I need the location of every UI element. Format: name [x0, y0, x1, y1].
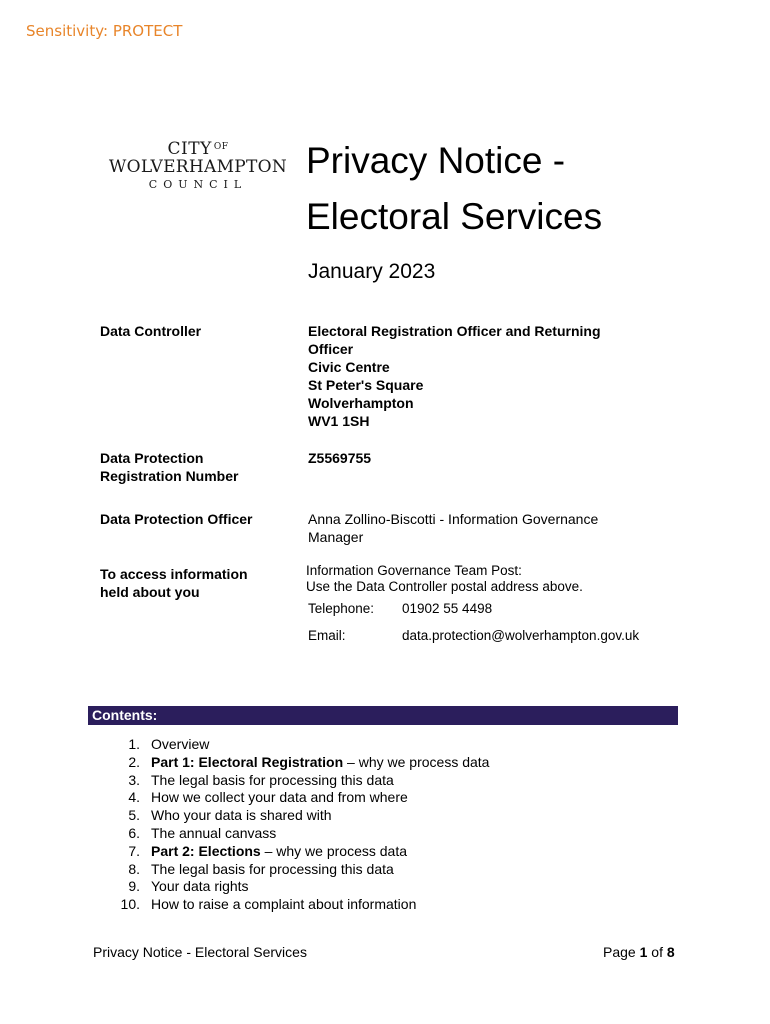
address-line: Civic Centre [308, 359, 390, 375]
toc-item-number: 10. [120, 896, 140, 913]
registration-number-label [100, 449, 238, 485]
dpo-value [308, 510, 598, 546]
toc-item[interactable] [100, 754, 489, 772]
address-line: Electoral Registration Officer and Returning [308, 323, 601, 339]
toc-item-text [151, 896, 416, 914]
logo-of: OF [213, 142, 229, 152]
of-word: of [647, 944, 667, 960]
toc-item-bold: Part 1: Electoral Registration [151, 753, 344, 770]
toc-item-label: How we collect your data and from where [151, 789, 408, 806]
logo-wolverhampton: WOLVERHAMPTON [108, 157, 288, 177]
toc-item-number: 7. [128, 842, 140, 859]
toc-item-text [151, 807, 332, 825]
toc-item-text [151, 878, 249, 896]
toc-item[interactable] [100, 772, 489, 790]
access-post-info [306, 563, 583, 595]
toc-item-text [151, 825, 276, 843]
data-controller-address [308, 322, 601, 430]
toc-item-label: – why we process data [260, 842, 407, 859]
toc-item-text [151, 861, 394, 879]
toc-item-number: 4. [128, 789, 140, 806]
label-line: held about you [100, 584, 200, 600]
toc-item[interactable] [100, 843, 489, 861]
toc-item-bold: Part 2: Elections [151, 842, 261, 859]
toc-item-text [151, 772, 394, 790]
email-label: Email: [308, 628, 346, 643]
toc-item-label: Who your data is shared with [151, 807, 332, 824]
toc-item[interactable] [100, 896, 489, 914]
title-line-1: Privacy Notice - [306, 140, 566, 181]
address-line: Wolverhampton [308, 395, 414, 411]
toc-item[interactable] [100, 878, 489, 896]
toc-item[interactable] [100, 736, 489, 754]
address-line: WV1 1SH [308, 413, 370, 429]
toc-item-text [151, 754, 489, 772]
document-date: January 2023 [308, 260, 436, 283]
logo-council: COUNCIL [148, 178, 248, 191]
toc-item-text [151, 843, 407, 861]
access-label [100, 565, 248, 601]
post-line: Information Governance Team Post: [306, 563, 522, 578]
address-line: Officer [308, 341, 354, 357]
toc-item-number: 9. [128, 878, 140, 895]
sensitivity-label: Sensitivity: PROTECT [26, 22, 183, 40]
email-link[interactable]: data.protection@wolverhampton.gov.uk [402, 628, 640, 643]
toc-item-number: 8. [128, 860, 140, 877]
toc-item-number: 3. [128, 771, 140, 788]
dpo-label: Data Protection Officer [100, 511, 253, 527]
contents-heading: Contents: [88, 706, 678, 725]
toc-item-number: 5. [128, 807, 140, 824]
toc-item-text [151, 736, 209, 754]
toc-item-label: The legal basis for processing this data [151, 771, 394, 788]
label-line: To access information [100, 566, 248, 582]
council-logo [108, 138, 288, 192]
toc-item-label: Overview [151, 736, 210, 752]
data-controller-label: Data Controller [100, 323, 202, 339]
label-line: Registration Number [100, 468, 239, 484]
toc-item[interactable] [100, 807, 489, 825]
toc-item-number: 1. [128, 736, 140, 752]
toc-item-label: The annual canvass [151, 824, 277, 841]
registration-number-value: Z5569755 [308, 450, 372, 466]
table-of-contents [100, 736, 489, 914]
toc-item[interactable] [100, 789, 489, 807]
page-title [306, 133, 602, 245]
toc-item-label: How to raise a complaint about information [151, 896, 417, 913]
dpo-line: Manager [308, 529, 364, 545]
toc-item-label: Your data rights [151, 878, 249, 895]
page-number: 1 [639, 944, 648, 960]
dpo-line: Anna Zollino-Biscotti - Information Governance [308, 511, 599, 527]
page-indicator [603, 944, 675, 960]
address-line: St Peter's Square [308, 377, 424, 393]
toc-item[interactable] [100, 825, 489, 843]
footer-title: Privacy Notice - Electoral Services [93, 944, 307, 960]
title-line-2: Electoral Services [306, 196, 603, 237]
page-word: Page [603, 944, 640, 960]
toc-item-label: The legal basis for processing this data [151, 860, 394, 877]
telephone-label: Telephone: [308, 601, 375, 616]
toc-item-label: – why we process data [343, 753, 490, 770]
post-line: Use the Data Controller postal address above. [306, 579, 583, 594]
toc-item-text [151, 789, 408, 807]
label-line: Data Protection [100, 450, 204, 466]
logo-city: CITY [167, 139, 212, 159]
toc-item-number: 6. [128, 824, 140, 841]
telephone-value: 01902 55 4498 [402, 601, 493, 616]
toc-item[interactable] [100, 861, 489, 879]
page-total: 8 [666, 944, 675, 960]
toc-item-number: 2. [128, 753, 140, 770]
